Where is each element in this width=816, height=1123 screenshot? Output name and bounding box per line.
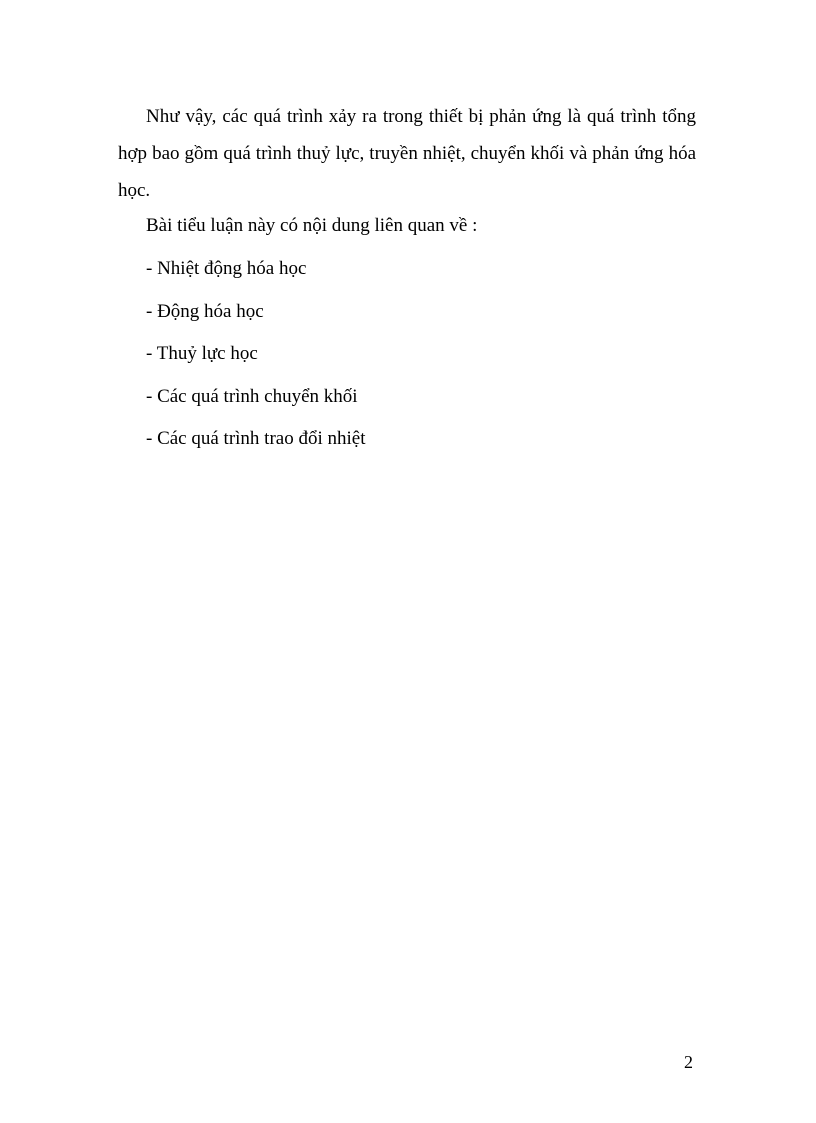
body-paragraph: Như vậy, các quá trình xảy ra trong thiết bị phản ứng là quá trình tổng hợp bao gồm quá trình thuỷ lực, truyền nhiệt, chuyển khối và phản ứng hóa học. [118, 106, 696, 201]
topic-item-kinetics: - Động hóa học [146, 300, 264, 322]
topic-item-hydraulics: - Thuỷ lực học [146, 343, 258, 364]
topic-item-thermodynamics: - Nhiệt động hóa học [146, 258, 307, 279]
topic-list [146, 255, 366, 468]
topic-item-mass-transfer: - Các quá trình chuyển khối [146, 385, 358, 407]
page-number: 2 [684, 1052, 693, 1072]
topics-intro: Bài tiểu luận này có nội dung liên quan về : [146, 215, 478, 236]
topic-item-heat-exchange: - Các quá trình trao đổi nhiệt [146, 428, 366, 449]
